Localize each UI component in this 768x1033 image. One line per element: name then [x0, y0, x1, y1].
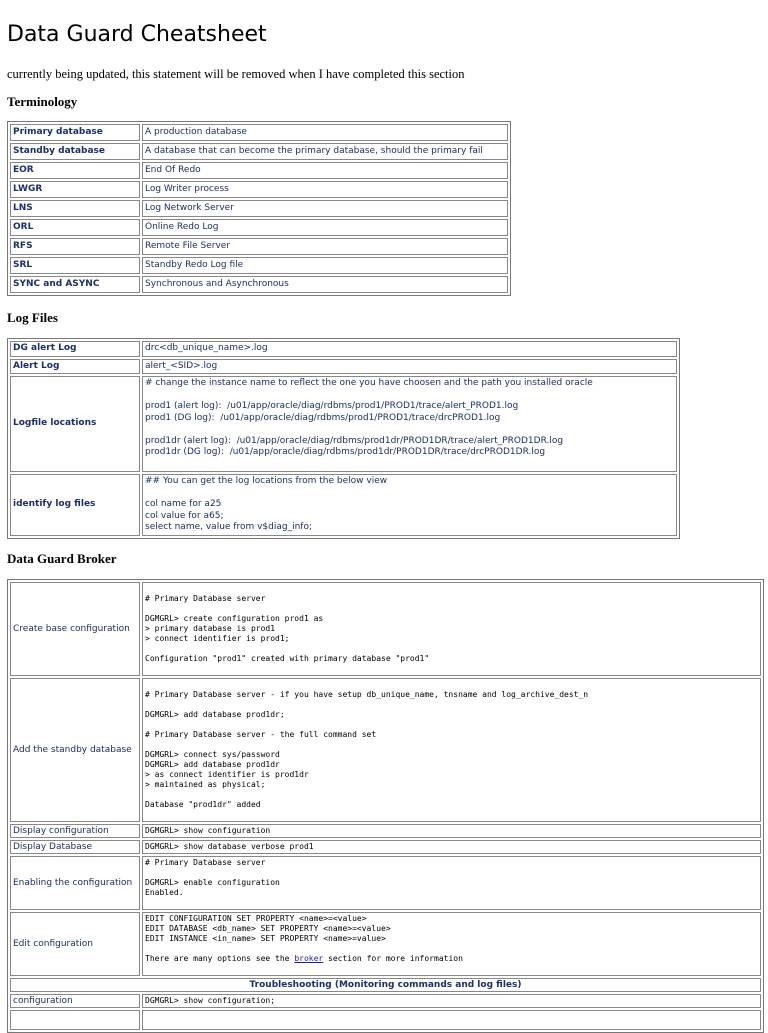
table-row — [10, 181, 508, 198]
table-row — [10, 912, 761, 976]
broker-table — [7, 579, 764, 1033]
log-files-table — [7, 338, 680, 539]
table-row — [10, 678, 761, 822]
table-row — [10, 219, 508, 236]
table-row — [10, 582, 761, 676]
terminology-heading: Terminology — [7, 94, 78, 109]
term-cell: Standby database — [10, 143, 140, 160]
log-files-heading: Log Files — [7, 310, 58, 325]
definition-cell: Standby Redo Log file — [142, 257, 508, 274]
broker-code-cell: DGMGRL> show configuration; — [142, 994, 761, 1008]
table-row — [10, 474, 677, 536]
table-row — [10, 376, 677, 472]
table-row — [10, 162, 508, 179]
page-title: Data Guard Cheatsheet — [7, 22, 267, 47]
term-cell: RFS — [10, 238, 140, 255]
table-row — [10, 1010, 761, 1030]
log-value-cell: ## You can get the log locations from the below view col name for a25 col value for a65; select name, value from v$diag_info; — [142, 474, 677, 536]
table-row — [10, 257, 508, 274]
term-cell: ORL — [10, 219, 140, 236]
broker-heading: Data Guard Broker — [7, 550, 117, 566]
broker-label-cell: Create base configuration — [10, 582, 140, 676]
intro-text: currently being updated, this statement will be removed when I have completed this section — [7, 67, 465, 81]
broker-code-cell — [142, 912, 761, 976]
table-row — [10, 994, 761, 1008]
broker-code-cell: # Primary Database server DGMGRL> enable configuration Enabled. — [142, 856, 761, 910]
broker-code-cell — [142, 1010, 761, 1030]
table-row — [10, 124, 508, 141]
broker-code-cell: # Primary Database server DGMGRL> create configuration prod1 as > primary database is prod1 > connect identifier is prod1; Configuration "prod1" created with primary database "prod1" — [142, 582, 761, 676]
log-value-cell: alert_<SID>.log — [142, 359, 677, 375]
term-cell: Primary database — [10, 124, 140, 141]
definition-cell: A database that can become the primary database, should the primary fail — [142, 143, 508, 160]
term-cell: EOR — [10, 162, 140, 179]
table-row — [10, 359, 677, 375]
table-row — [10, 840, 761, 854]
table-row — [10, 200, 508, 217]
log-value-cell: # change the instance name to reflect the one you have choosen and the path you installed oracle prod1 (alert log): /u01/app/oracle/diag/rdbms/prod1/PROD1/trace/alert_PROD1.log prod1 (DG log): /u01/app/oracle/diag/rdbms/prod1/PROD1/trace/drcPROD1.log prod1dr (alert log): /u01/app/oracle/diag/rdbms/prod1dr/PROD1DR/trace/alert_PROD1DR.log prod1dr (DG log): /u01/app/oracle/diag/rdbms/prod1dr/PROD1DR/trace/drcPROD1DR.log — [142, 376, 677, 472]
broker-label-cell: Display configuration — [10, 824, 140, 838]
definition-cell: A production database — [142, 124, 508, 141]
broker-label-cell — [10, 1010, 140, 1030]
terminology-table — [7, 121, 511, 296]
code-text: section for more information — [328, 953, 463, 963]
broker-label-cell: configuration — [10, 994, 140, 1008]
table-row — [10, 341, 677, 357]
table-row — [10, 856, 761, 910]
broker-code-cell: DGMGRL> show configuration — [142, 824, 761, 838]
log-label-cell: Logfile locations — [10, 376, 140, 472]
broker-label-cell: Display Database — [10, 840, 140, 854]
table-row — [10, 824, 761, 838]
broker-label-cell: Enabling the configuration — [10, 856, 140, 910]
term-cell: SRL — [10, 257, 140, 274]
troubleshooting-header: Troubleshooting (Monitoring commands and log files) — [10, 978, 761, 992]
section-row — [10, 978, 761, 992]
term-cell: LWGR — [10, 181, 140, 198]
broker-code-cell: DGMGRL> show database verbose prod1 — [142, 840, 761, 854]
table-row — [10, 238, 508, 255]
term-cell: SYNC and ASYNC — [10, 276, 140, 293]
broker-label-cell: Edit configuration — [10, 912, 140, 976]
definition-cell: Online Redo Log — [142, 219, 508, 236]
definition-cell: Remote File Server — [142, 238, 508, 255]
definition-cell: End Of Redo — [142, 162, 508, 179]
term-cell: LNS — [10, 200, 140, 217]
definition-cell: Synchronous and Asynchronous — [142, 276, 508, 293]
code-text: EDIT CONFIGURATION SET PROPERTY <name>=<value> EDIT DATABASE <db_name> SET PROPERTY <name>=<value> EDIT INSTANCE <in_name> SET PROPERTY <name>=value> There are many options see the — [145, 913, 391, 963]
log-label-cell: DG alert Log — [10, 341, 140, 357]
log-value-cell: drc<db_unique_name>.log — [142, 341, 677, 357]
broker-code-cell: # Primary Database server - if you have setup db_unique_name, tnsname and log_archive_dest_n DGMGRL> add database prod1dr; # Primary Database server - the full command set DGMGRL> connect sys/password DGMGRL> add database prod1dr > as connect identifier is prod1dr > maintained as physical; Database "prod1dr" added — [142, 678, 761, 822]
definition-cell: Log Network Server — [142, 200, 508, 217]
definition-cell: Log Writer process — [142, 181, 508, 198]
log-label-cell: identify log files — [10, 474, 140, 536]
broker-link[interactable]: broker — [294, 953, 324, 963]
log-label-cell: Alert Log — [10, 359, 140, 375]
broker-label-cell: Add the standby database — [10, 678, 140, 822]
table-row — [10, 276, 508, 293]
table-row — [10, 143, 508, 160]
